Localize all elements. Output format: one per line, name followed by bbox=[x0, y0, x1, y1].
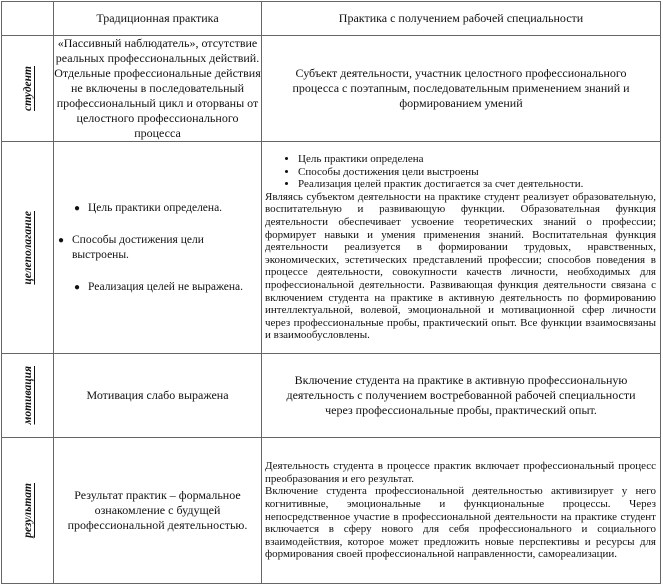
list-item: • Цель практики определена bbox=[298, 153, 660, 166]
result-traditional-text: Результат практик – формальное ознакомление с будущей профессиональной деятельностью. bbox=[54, 438, 262, 584]
motivation-professional-text: Включение студента на практике в активную профессиональную деятельность с получением востребованной рабочей специальности через профессиональные пробы, практический опыт. bbox=[262, 354, 661, 438]
row-label-cell bbox=[2, 354, 54, 438]
goal-professional-list bbox=[262, 153, 660, 191]
header-empty-cell bbox=[2, 2, 54, 36]
header-row bbox=[2, 2, 661, 36]
list-item: • Реализация целей практик достигается за счет деятельности. bbox=[298, 178, 660, 191]
row-label-cell bbox=[2, 36, 54, 142]
list-item: ● Цель практики определена. bbox=[74, 201, 223, 214]
row-result bbox=[2, 438, 661, 584]
row-student bbox=[2, 36, 661, 142]
bullet-icon: ● bbox=[58, 234, 65, 246]
bullet-icon: ● bbox=[74, 281, 81, 293]
list-item: ● Способы достижения цели выстроены. bbox=[58, 233, 204, 261]
row-motivation bbox=[2, 354, 661, 438]
row-label-goal: целеполагание bbox=[21, 210, 34, 285]
comparison-table bbox=[1, 1, 661, 584]
row-label-student: студент bbox=[21, 66, 34, 111]
goal-traditional-list bbox=[54, 201, 261, 295]
result-professional-cell bbox=[262, 438, 661, 584]
row-label-cell bbox=[2, 142, 54, 354]
result-professional-p1: Деятельность студента в процессе практик включает профессиональный процесс преобразования и его результат. bbox=[265, 460, 656, 485]
student-traditional-text: «Пассивный наблюдатель», отсутствие реальных профессиональных действий. Отдельные профессиональные действия не включены в последовательный профессиональный цикл и оторваны от целостного профессионального процесса bbox=[54, 36, 261, 140]
row-label-cell bbox=[2, 438, 54, 584]
row-label-motivation: мотивация bbox=[21, 366, 34, 425]
goal-professional-text: Являясь субъектом деятельности на практике студент реализует образовательную, воспитательную и развивающую функции. Образовательная функция деятельности обеспечивает усвоение теоретических знаний о профессии; формирует навыки и умения применения знаний. Воспитательная функция деятельности реализуется в формировании трудовых, нравственных, экономических, эстетических представлений профессии; способов поведения в процессе деятельности, совокупности качеств личности, необходимых для профессиональной деятельности. Развивающая функция деятельности связана с включением студента на практике в активную деятельность по формированию интеллектуальной, волевой, эмоциональной и мотивационной сфер личности через профессиональные пробы, практический опыт. Все функции взаимосвязаны и взаимообусловлены. bbox=[265, 190, 656, 342]
list-item: ● Реализация целей не выражена. bbox=[74, 280, 244, 293]
result-professional-p2: Включение студента профессиональной деятельностью активизирует у него когнитивные, эмоциональные и функциональные процессы. Через непосредственное участие в профессиональной деятельности на практике студент включается в сферу нового для себя профессионального и социального взаимодействия, которое может предложить новые перспективы и ресурсы для формирования своей профессиональной направленности, самореализации. bbox=[265, 485, 656, 561]
goal-traditional-cell bbox=[54, 142, 262, 354]
motivation-traditional-text: Мотивация слабо выражена bbox=[54, 354, 262, 438]
row-label-result: результат bbox=[21, 483, 34, 538]
row-goal bbox=[2, 142, 661, 354]
header-traditional: Традиционная практика bbox=[54, 2, 262, 36]
header-professional: Практика с получением рабочей специальности bbox=[262, 2, 661, 36]
goal-professional-cell bbox=[262, 142, 661, 354]
student-professional-text: Субъект деятельности, участник целостного профессионального процесса с поэтапным, последовательным применением знаний и формированием умений bbox=[262, 36, 661, 142]
bullet-icon: ● bbox=[74, 202, 81, 214]
list-item: • Способы достижения цели выстроены bbox=[298, 166, 660, 179]
